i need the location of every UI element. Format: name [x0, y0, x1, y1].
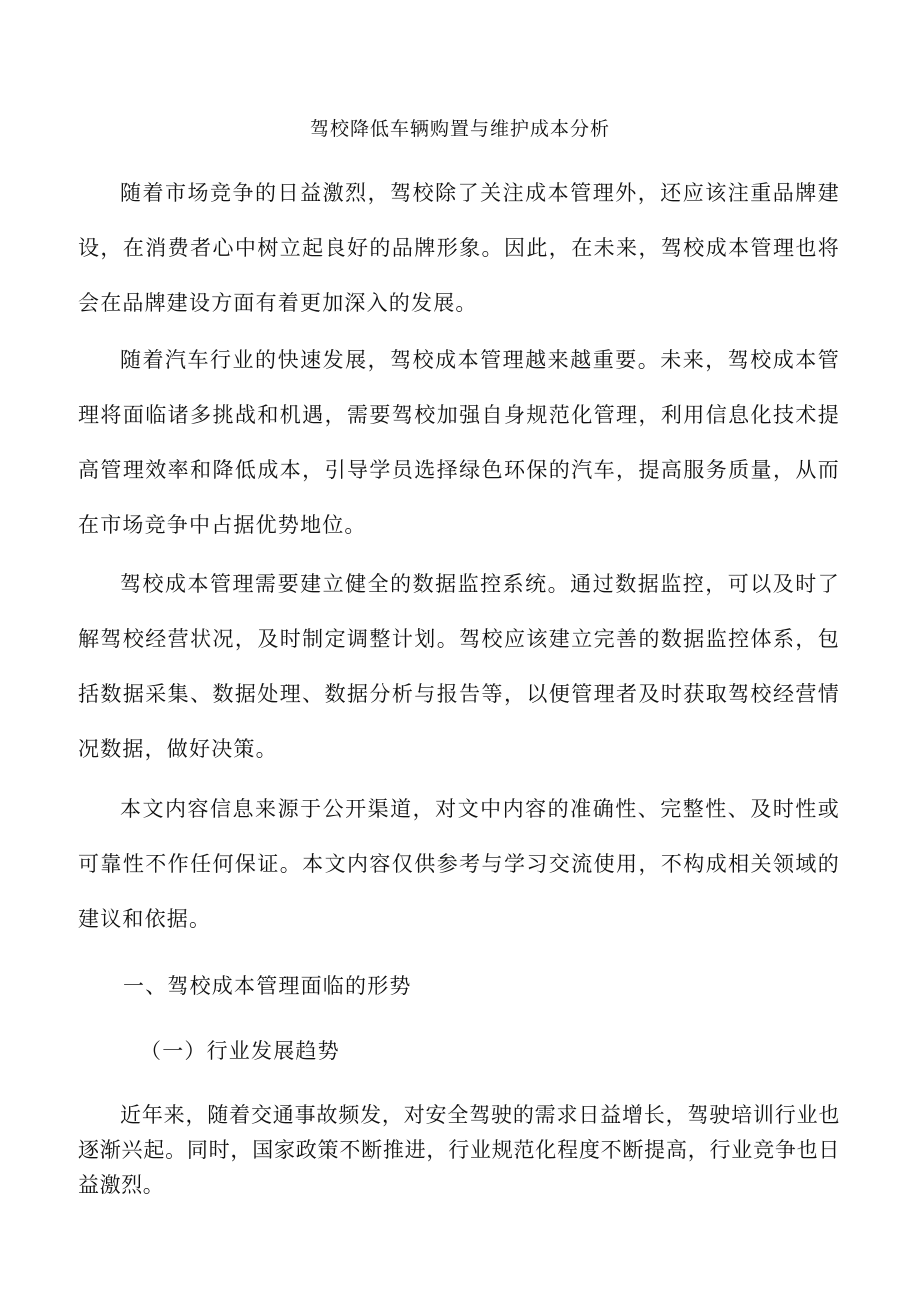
section-heading: 一、驾校成本管理面临的形势 — [123, 974, 412, 998]
paragraph-data-monitoring: 驾校成本管理需要建立健全的数据监控系统。通过数据监控，可以及时了解驾校经营状况，及时制定调整计划。驾校应该建立完善的数据监控体系，包括数据采集、数据处理、数据分析与报告等，以便管理者及时获取驾校经营情况数据，做好决策。 — [78, 572, 840, 761]
document-title: 驾校降低车辆购置与维护成本分析 — [309, 118, 610, 140]
paragraph-brand-building: 随着市场竞争的日益激烈，驾校除了关注成本管理外，还应该注重品牌建设，在消费者心中树立起良好的品牌形象。因此，在未来，驾校成本管理也将会在品牌建设方面有着更加深入的发展。 — [78, 181, 840, 315]
paragraph-industry-development: 随着汽车行业的快速发展，驾校成本管理越来越重要。未来，驾校成本管理将面临诸多挑战和机遇，需要驾校加强自身规范化管理，利用信息化技术提高管理效率和降低成本，引导学员选择绿色环保的汽车，提高服务质量，从而在市场竞争中占据优势地位。 — [78, 348, 840, 537]
paragraph-disclaimer: 本文内容信息来源于公开渠道，对文中内容的准确性、完整性、及时性或可靠性不作任何保证。本文内容仅供参考与学习交流使用，不构成相关领域的建议和依据。 — [78, 797, 840, 931]
subsection-heading: （一）行业发展趋势 — [140, 1039, 340, 1063]
paragraph-industry-trend: 近年来，随着交通事故频发，对安全驾驶的需求日益增长，驾驶培训行业也逐渐兴起。同时，国家政策不断推进，行业规范化程度不断提高，行业竞争也日益激烈。 — [78, 1103, 840, 1197]
